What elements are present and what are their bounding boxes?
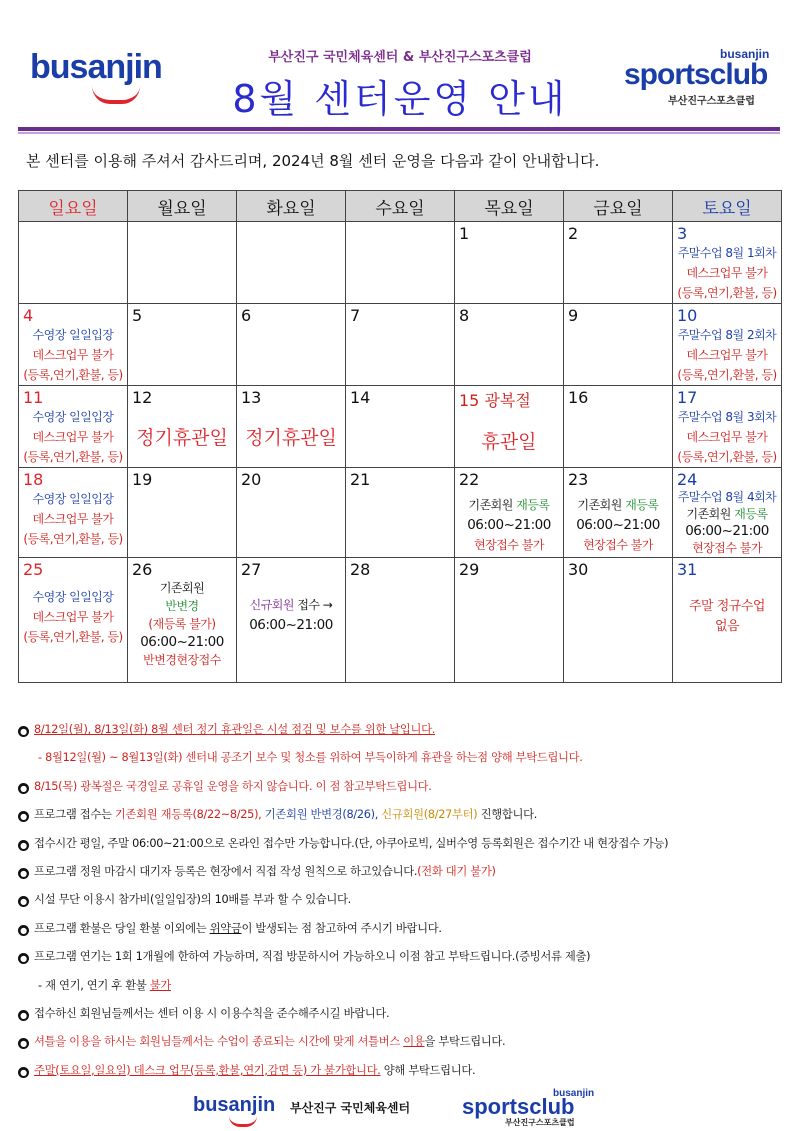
calendar-cell: [564, 304, 673, 386]
hours: 06:00~21:00: [576, 517, 660, 533]
cell-note-line: 주말수업 8월 1회차: [677, 246, 777, 260]
cell-note-line: [673, 506, 781, 523]
cell-note-line: (등록,연기,환불, 등): [677, 368, 777, 382]
cell-note-line: (등록,연기,환불, 등): [677, 450, 777, 464]
hours: 06:00~21:00: [249, 617, 333, 633]
cell-note-line: 데스크업무 불가: [686, 266, 768, 280]
day-header-wed: 수요일: [346, 191, 455, 222]
busanjin-logo: busanjin: [30, 48, 162, 87]
day-header-sun: 일요일: [19, 191, 128, 222]
cell-note-line: (재등록 불가): [148, 617, 216, 631]
day-number: 22: [459, 470, 480, 489]
note-item: [18, 1057, 788, 1085]
cell-note-line: (등록,연기,환불, 등): [23, 368, 123, 382]
bullet-icon: ●: [18, 925, 29, 936]
member-type: 기존회원: [468, 498, 513, 512]
note-text: 기존회원 반변경(8/26),: [261, 808, 379, 822]
day-number: 29: [459, 560, 480, 579]
logo-smile-icon: [92, 86, 140, 104]
cell-note-line: 수영장 일일입장: [32, 328, 114, 342]
day-number: 16: [568, 388, 589, 407]
cell-note-line: 없음: [714, 619, 740, 634]
day-number: 30: [568, 560, 589, 579]
cell-note-line: 데스크업무 불가: [686, 348, 768, 362]
note-item: [18, 744, 788, 772]
calendar-cell: [564, 222, 673, 304]
calendar-week-row: [19, 222, 782, 304]
bullet-icon: ●: [18, 840, 29, 851]
cell-note-line: 주말수업 8월 3회차: [677, 410, 777, 424]
note-item: [18, 1028, 788, 1056]
calendar-cell-empty: [346, 222, 455, 304]
day-number: 31: [677, 560, 698, 579]
calendar-cell: [128, 304, 237, 386]
note-text: 셔틀을 이용을 하시는 회원님들께서는 수업이 종료되는 시간에 맞게 셔틀버스: [34, 1035, 404, 1049]
bullet-icon: ●: [18, 1067, 29, 1078]
footer-busanjin-logo: busanjin: [193, 1094, 275, 1117]
day-header-sat: 토요일: [673, 191, 782, 222]
day-header-thu: 목요일: [455, 191, 564, 222]
footer-sportsclub-logo: sportsclub: [462, 1094, 575, 1119]
notes-list: [18, 716, 788, 1085]
day-number: 11: [23, 388, 44, 407]
bullet-icon: ●: [18, 868, 29, 879]
calendar-cell: [19, 304, 128, 386]
note-text: 시설 무단 이용시 참가비(일일입장)의 10배를 부과 할 수 있습니다.: [34, 893, 351, 907]
note-item: [18, 830, 788, 858]
note-text: 프로그램 연기는 1회 1개월에 한하여 가능하며, 직접 방문하시어 가능하오니 이점 참고 부탁드립니다.(증빙서류 제출): [34, 950, 591, 964]
bullet-icon: ●: [18, 1010, 29, 1021]
cell-note-line: (등록,연기,환불, 등): [677, 286, 777, 300]
calendar-cell-empty: [128, 222, 237, 304]
day-number: 14: [350, 388, 371, 407]
member-type: 기존회원: [577, 498, 622, 512]
calendar-cell: [19, 558, 128, 683]
calendar-cell: [455, 222, 564, 304]
calendar-cell: [19, 386, 128, 468]
day-header-mon: 월요일: [128, 191, 237, 222]
calendar-cell: [237, 468, 346, 558]
day-header-tue: 화요일: [237, 191, 346, 222]
day-number: 4: [23, 306, 34, 325]
day-number: 17: [677, 388, 698, 407]
note-text: 기존회원 재등록(8/22~8/25),: [114, 808, 262, 822]
note-text: 접수시간 평일, 주말 06:00~21:00으로 온라인 접수만 가능합니다.(단, 아쿠아로빅, 실버수영 등록회원은 접수기간 내 현장접수 가능): [34, 836, 669, 850]
calendar-week-row: [19, 304, 782, 386]
note-text: 위약금: [209, 921, 242, 935]
day-number: 7: [350, 306, 361, 325]
note-text: - 재 연기, 연기 후 환불: [38, 978, 150, 992]
calendar-cell: [346, 558, 455, 683]
calendar-week-row: [19, 558, 782, 683]
note-item: [18, 858, 788, 886]
cell-note-line: [237, 595, 345, 615]
calendar-header-row: [19, 191, 782, 222]
bullet-icon: ●: [18, 783, 29, 794]
day-number: 9: [568, 306, 579, 325]
day-number: 19: [132, 470, 153, 489]
cell-note-line: 접수 →: [297, 598, 333, 612]
day-number: 26: [132, 560, 153, 579]
sportsclub-logo: sportsclub: [624, 58, 768, 91]
day-number: 21: [350, 470, 371, 489]
logo-smile-icon: [229, 1116, 257, 1127]
calendar-week-row: [19, 468, 782, 558]
cell-note-line: 현장접수 불가: [583, 538, 653, 552]
calendar-table: [18, 190, 782, 683]
calendar-week-row: [19, 386, 782, 468]
closed-day-label: 정기휴관일: [136, 427, 228, 449]
day-number: 13: [241, 388, 262, 407]
day-number: 8: [459, 306, 470, 325]
note-text: 프로그램 정원 마감시 대기자 등록은 현장에서 직접 작성 원칙으로 하고있습니다.: [34, 864, 418, 878]
day-number: 27: [241, 560, 262, 579]
footer-center-name: 부산진구 국민체육센터: [290, 1101, 411, 1115]
calendar-cell-empty: [19, 222, 128, 304]
cell-note-line: [564, 495, 672, 515]
calendar-cell: [19, 468, 128, 558]
calendar-cell: [346, 386, 455, 468]
calendar-cell: [455, 304, 564, 386]
note-text: 주말(토요일,일요일) 데스크 업무(등록,환불,연기,감면 등) 가 불가합니다.: [34, 1063, 381, 1077]
note-item: [18, 972, 788, 1000]
day-number: 18: [23, 470, 44, 489]
day-number: 24: [677, 470, 698, 489]
bullet-icon: ●: [18, 811, 29, 822]
day-number: 1: [459, 224, 470, 243]
bullet-icon: ●: [18, 953, 29, 964]
bullet-icon: ●: [18, 726, 29, 737]
calendar-cell: [455, 468, 564, 558]
intro-text: 본 센터를 이용해 주셔서 감사드리며, 2024년 8월 센터 운영을 다음과 같이 안내합니다.: [26, 152, 600, 170]
calendar-cell: [237, 304, 346, 386]
note-text: 불가: [149, 978, 171, 992]
footer-sportsclub-sub: 부산진구스포츠클럽: [505, 1118, 575, 1127]
org-line: 부산진구 국민체육센터 & 부산진구스포츠클럽: [268, 50, 532, 65]
calendar-cell: [237, 386, 346, 468]
note-item: [18, 943, 788, 971]
note-text: 접수하신 회원님들께서는 센터 이용 시 이용수칙을 준수해주시길 바랍니다.: [34, 1006, 390, 1020]
cell-note-line: 주말 정규수업: [689, 599, 765, 614]
cell-note-line: 현장접수 불가: [474, 538, 544, 552]
note-item: [18, 1000, 788, 1028]
cell-note-line: 데스크업무 불가: [686, 430, 768, 444]
registration-type: 재등록: [734, 507, 768, 521]
day-number: 2: [568, 224, 579, 243]
day-number: 6: [241, 306, 252, 325]
bullet-icon: ●: [18, 896, 29, 907]
day-number: 5: [132, 306, 143, 325]
registration-type: 재등록: [516, 498, 550, 512]
cell-note-line: 데스크업무 불가: [32, 512, 114, 526]
day-number: 23: [568, 470, 589, 489]
bullet-icon: ●: [18, 1038, 29, 1049]
calendar-cell-empty: [237, 222, 346, 304]
cell-note-line: 데스크업무 불가: [32, 430, 114, 444]
cell-note-line: (등록,연기,환불, 등): [23, 532, 123, 546]
calendar-cell: [455, 558, 564, 683]
cell-note-line: [455, 495, 563, 515]
closed-day-label: 정기휴관일: [245, 427, 337, 449]
hours: 06:00~21:00: [685, 523, 769, 539]
cell-note-line: 현장접수 불가: [692, 541, 762, 555]
registration-type: 재등록: [625, 498, 659, 512]
calendar-cell: [455, 386, 564, 468]
day-number: 12: [132, 388, 153, 407]
registration-type: 반변경: [165, 599, 199, 613]
hours: 06:00~21:00: [467, 517, 551, 533]
day-header-fri: 금요일: [564, 191, 673, 222]
calendar-cell: [564, 558, 673, 683]
calendar-cell: [564, 468, 673, 558]
note-text: 8/15(목) 광복절은 국경일로 공휴일 운영을 하지 않습니다. 이 점 참고부탁드립니다.: [34, 779, 432, 793]
cell-note-line: 수영장 일일입장: [32, 590, 114, 604]
sportsclub-logo-sub: 부산진구스포츠클럽: [668, 96, 755, 107]
member-type: 기존회원: [686, 507, 731, 521]
member-type: 신규회원: [249, 598, 294, 612]
note-text: 프로그램 접수는: [34, 808, 115, 822]
header-divider-light: [18, 132, 780, 134]
header-divider: [18, 127, 780, 131]
cell-note-line: 주말수업 8월 2회차: [677, 328, 777, 342]
calendar-cell: [346, 304, 455, 386]
day-number: 10: [677, 306, 698, 325]
note-text: - 8월12일(월) ~ 8월13일(화) 센터내 공조기 보수 및 청소를 위하여 부득이하게 휴관을 하는점 양해 부탁드립니다.: [38, 751, 583, 765]
closed-day-label: 휴관일: [481, 431, 537, 453]
note-text: 프로그램 환불은 당일 환불 이외에는: [34, 921, 210, 935]
note-item: [18, 716, 788, 744]
calendar-cell: [564, 386, 673, 468]
calendar-cell: [128, 386, 237, 468]
note-text: 신규회원(8/27부터): [378, 808, 478, 822]
cell-note-line: 주말수업 8월 4회차: [677, 490, 777, 504]
cell-note-line: 데스크업무 불가: [32, 348, 114, 362]
calendar-cell: [346, 468, 455, 558]
note-text: 진행합니다.: [477, 808, 538, 822]
calendar-cell: [128, 558, 237, 683]
cell-note-line: 수영장 일일입장: [32, 492, 114, 506]
note-text: 양해 부탁드립니다.: [380, 1063, 476, 1077]
cell-note-line: 반변경현장접수: [143, 653, 221, 667]
day-number: 28: [350, 560, 371, 579]
note-item: [18, 915, 788, 943]
day-number: 15 광복절: [459, 391, 531, 410]
cell-note-line: 데스크업무 불가: [32, 610, 114, 624]
member-type: 기존회원: [159, 581, 205, 595]
sportsclub-logo-small: busanjin: [720, 47, 770, 61]
calendar-cell: [237, 558, 346, 683]
note-text: (전화 대기 불가): [417, 864, 496, 878]
day-number: 25: [23, 560, 44, 579]
note-item: [18, 886, 788, 914]
note-text: 이 발생되는 점 참고하여 주시기 바랍니다.: [241, 921, 442, 935]
note-text: 을 부탁드립니다.: [424, 1035, 506, 1049]
calendar-cell: [673, 558, 782, 683]
cell-note-line: 수영장 일일입장: [32, 410, 114, 424]
calendar-cell: [673, 468, 782, 558]
day-number: 20: [241, 470, 262, 489]
note-text: 이용: [403, 1035, 425, 1049]
calendar-cell: [673, 222, 782, 304]
cell-note-line: (등록,연기,환불, 등): [23, 450, 123, 464]
footer-sportsclub-small: busanjin: [553, 1088, 595, 1099]
hours: 06:00~21:00: [140, 634, 224, 650]
page-title: 8월 센터운영 안내: [232, 77, 568, 121]
calendar-cell: [128, 468, 237, 558]
cell-note-line: (등록,연기,환불, 등): [23, 630, 123, 644]
calendar-cell: [673, 386, 782, 468]
note-item: [18, 801, 788, 829]
note-item: [18, 773, 788, 801]
calendar-cell: [673, 304, 782, 386]
note-text: 8/12일(월), 8/13일(화) 8월 센터 정기 휴관일은 시설 점검 및 보수를 위한 날입니다.: [34, 723, 435, 736]
day-number: 3: [677, 224, 688, 243]
